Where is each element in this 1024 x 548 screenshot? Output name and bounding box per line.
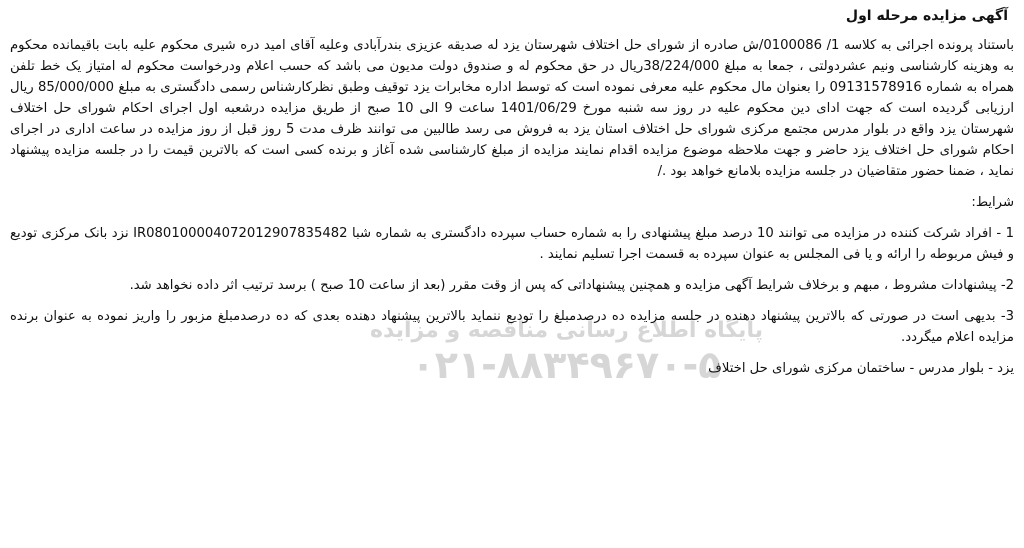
notice-footer: یزد - بلوار مدرس - ساختمان مرکزی شورای حل اختلاف	[708, 361, 1014, 376]
watermark-phone: ۰۲۱-۸۸۳۴۹۶۷۰-۵	[411, 343, 722, 387]
condition-item-2: 2- پیشنهادات مشروط ، مبهم و برخلاف شرایط آگهی مزایده و همچنین پیشنهاداتی که پس از وقت مقرر (بعد از ساعت 10 صبح ) برسد ترتیب اثر داده نخواهد شد.	[129, 278, 1014, 293]
watermark-text: پایگاه اطلاع رسانی مناقصه و مزایده	[370, 318, 763, 343]
condition-item-3: 3- بدیهی است در صورتی که بالاترین پیشنهاد دهنده در جلسه مزایده ده درصدمبلغ را تودیع ننماید بالاترین پیشنهاد دهنده بعدی که ده درصدمبلغ مزبور را واریز نموده به عنوان برنده مزایده اعلام میگردد.	[10, 309, 1014, 345]
notice-title: آگهی مزایده مرحله اول	[845, 8, 1008, 24]
condition-item-1: 1 - افراد شرکت کننده در مزایده می توانند 10 درصد مبلغ پیشنهادی را به شماره حساب سپرده دادگستری به شماره شبا IR080100004072012907835482 نزد بانک مرکزی تودیع و فیش مربوطه را ارائه و یا فی المجلس به عنوان سپرده به قسمت اجرا تسلیم نمایند .	[10, 226, 1014, 262]
notice-body: باستناد پرونده اجرائی به کلاسه 1/ 0100086/ش صادره از شورای حل اختلاف شهرستان یزد له صدیقه عزیزی بندرآبادی وعلیه آقای امید دره شیری محکوم علیه بابت باقیمانده محکوم به وهزینه کارشناسی ونیم عشردولتی ، جمعا به مبلغ 38/224/000ریال در حق محکوم له و صندوق دولت مدیون می باشد که حسب اعلام ودرخواست محکوم له امتیاز یک خط تلفن همراه به شماره 09131578916 را بعنوان مال محکوم علیه معرفی نموده است که توسط اداره مخابرات یزد توقیف وطبق نظرکارشناس رسمی دادگستری به مبلغ 85/000/000 ریال ارزیابی گردیده است که جهت ادای دین محکوم علیه در روز سه شنبه مورخ 1401/06/29 ساعت 9 الی 10 صبح از طریق مزایده درشعبه اول اجرای احکام شورای حل اختلاف شهرستان یزد واقع در بلوار مدرس مجتمع مرکزی شورای حل اختلاف استان یزد به فروش می رسد طالبین می توانند ظرف مدت 5 روز قبل از روز مزایده در ساعت اداری در اجرای احکام شورای حل اختلاف یزد حاضر و جهت ملاحظه موضوع مزایده اقدام نمایند مزایده از مبلغ کارشناسی شده آغاز و برنده کسی است که بالاترین قیمت را در جلسه مزایده پیشنهاد نماید ، ضمنا حضور متقاضیان در جلسه مزایده بلامانع خواهد بود ./	[10, 38, 1015, 179]
conditions-heading: شرایط:	[971, 195, 1014, 210]
auction-notice	[10, 6, 1014, 379]
